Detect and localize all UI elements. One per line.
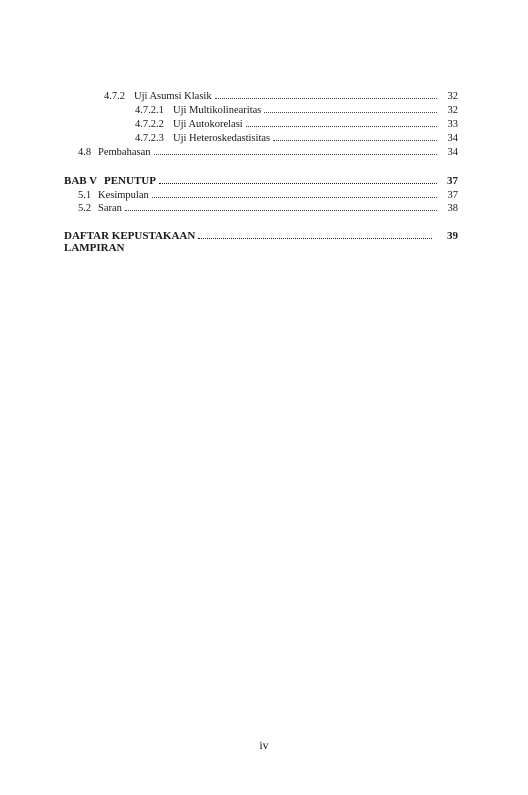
toc-entry-number: 5.2	[78, 203, 92, 214]
toc-entry-number: 4.7.2.3	[135, 133, 164, 144]
toc-entry-page: 33	[447, 119, 458, 130]
toc-entry-title: Kesimpulan	[98, 190, 149, 201]
toc-entry-page: 32	[447, 105, 458, 116]
toc-entry-4-7-2-2	[135, 117, 458, 131]
toc-entry-page: 37	[447, 190, 458, 201]
toc-entry-number: BAB V	[64, 175, 98, 187]
toc-entry-4-7-2-3	[135, 131, 458, 145]
toc-entry-title: DAFTAR KEPUSTAKAAN	[64, 230, 196, 242]
toc-entry-title: Pembahasan	[98, 147, 151, 158]
toc-entry-title: Saran	[98, 203, 122, 214]
dot-leader	[264, 103, 437, 113]
toc-entry-page: 34	[447, 147, 458, 158]
toc-entry-title: Uji Autokorelasi	[173, 119, 243, 130]
dot-leader	[273, 131, 437, 141]
dot-leader	[152, 188, 437, 198]
toc-entry-bab-v	[64, 174, 458, 188]
toc-entry-page: 38	[447, 203, 458, 214]
toc-entry-number: 5.1	[78, 190, 92, 201]
toc-entry-5-2	[78, 201, 458, 215]
toc-entry-page: 39	[447, 230, 458, 242]
dot-leader	[125, 201, 437, 211]
toc-entry-title: Uji Multikolinearitas	[173, 105, 262, 116]
toc-entry-4-7-2-1	[135, 103, 458, 117]
toc-entry-number: 4.7.2.1	[135, 105, 164, 116]
toc-entry-page: 37	[447, 175, 458, 187]
toc-entry-title: LAMPIRAN	[64, 242, 125, 254]
toc-entry-number: 4.7.2	[104, 91, 125, 102]
toc-entry-4-7-2	[104, 89, 458, 103]
toc-entry-number: 4.7.2.2	[135, 119, 164, 130]
toc-entry-number: 4.8	[78, 147, 92, 158]
toc-entry-page: 32	[447, 91, 458, 102]
dot-leader	[246, 117, 437, 127]
toc-entry-title: Uji Asumsi Klasik	[134, 91, 212, 102]
dot-leader	[215, 89, 437, 99]
dot-leader	[198, 229, 432, 239]
toc-entry-title: PENUTUP	[104, 175, 156, 187]
toc-entry-daftar-kepustakaan	[64, 229, 458, 243]
toc-entry-5-1	[78, 188, 458, 202]
dot-leader	[154, 145, 438, 155]
page-number: iv	[259, 738, 269, 752]
dot-leader	[159, 174, 437, 184]
toc-entry-title: Uji Heteroskedastisitas	[173, 133, 271, 144]
toc-entry-lampiran	[64, 242, 458, 255]
toc-entry-4-8	[78, 145, 458, 159]
toc-entry-page: 34	[447, 133, 458, 144]
